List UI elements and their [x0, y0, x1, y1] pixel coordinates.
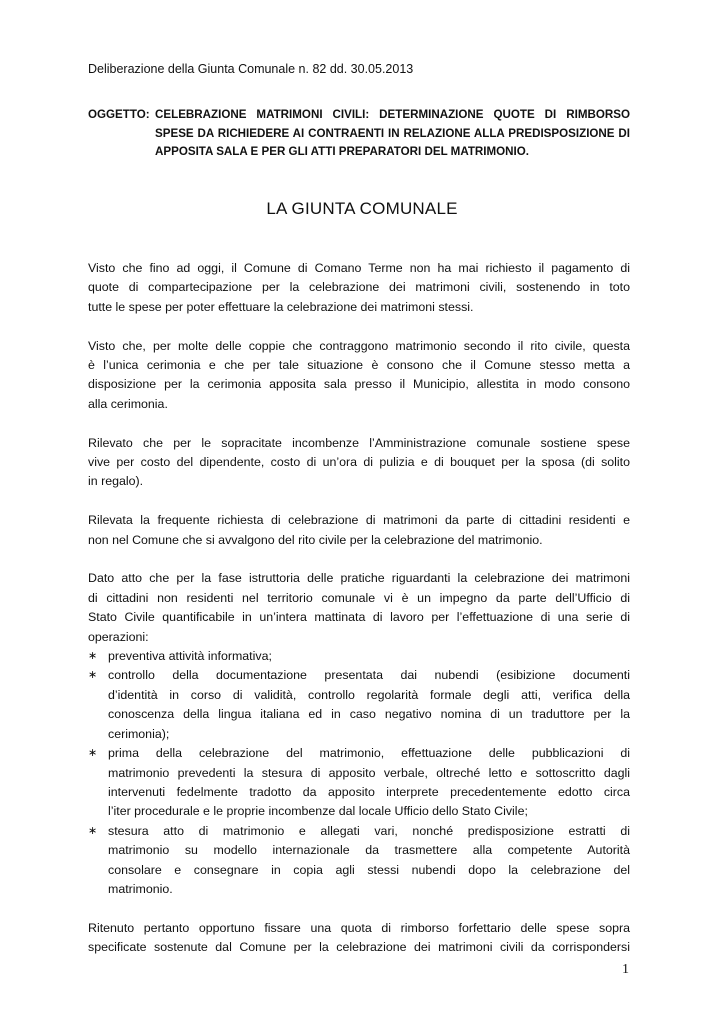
text-line: Rilevata la frequente richiesta di celebrazione di matrimoni da parte di cittadini residenti e	[88, 513, 630, 528]
text-line: matrimonio su modello internazionale da trasmettere alla competente Autorità	[108, 843, 630, 858]
asterisk-bullet-icon: ∗	[88, 747, 98, 760]
deliberation-reference: Deliberazione della Giunta Comunale n. 82 dd. 30.05.2013	[88, 62, 414, 76]
paragraph-ritenuto	[88, 919, 630, 958]
text-line: prima della celebrazione del matrimonio, effettuazione delle pubblicazioni di	[108, 746, 630, 761]
paragraph-rilevato-spese	[88, 434, 630, 492]
text-line: intervenuti fedelmente tradotto da apposito interprete precedentemente edotto circa	[108, 784, 630, 799]
text-line: stesura atto di matrimonio e allegati vari, nonché predisposizione estratti di	[108, 823, 630, 838]
paragraph-dato-atto	[88, 569, 630, 647]
document-body	[88, 259, 630, 977]
text-line: consolare e consegnare in copia agli stessi nubendi dopo la celebrazione del	[108, 862, 630, 877]
text-line: matrimonio.	[108, 881, 173, 896]
text-line: disposizione per la cerimonia apposita sala presso il Municipio, allestita in modo consono	[88, 377, 630, 392]
text-line: Dato atto che per la fase istruttoria delle pratiche riguardanti la celebrazione dei matrimoni	[88, 571, 630, 586]
subject-line: APPOSITA SALA E PER GLI ATTI PREPARATORI DEL MATRIMONIO.	[155, 145, 530, 158]
text-line: quote di compartecipazione per la celebrazione dei matrimoni civili, sostenendo in toto	[88, 280, 630, 295]
subject-line: CELEBRAZIONE MATRIMONI CIVILI: DETERMINAZIONE QUOTE DI RIMBORSO	[155, 108, 630, 121]
subject-line: SPESE DA RICHIEDERE AI CONTRAENTI IN RELAZIONE ALLA PREDISPOSIZIONE DI	[155, 126, 630, 140]
asterisk-bullet-icon: ∗	[88, 669, 98, 682]
page-number: 1	[622, 962, 629, 977]
list-item	[88, 822, 630, 900]
text-line: operazioni:	[88, 629, 149, 644]
text-line: matrimonio prevedenti la stesura di apposito verbale, oltreché letto e sottoscritto dagli	[108, 765, 630, 780]
list-item	[88, 647, 630, 666]
asterisk-bullet-icon: ∗	[88, 650, 98, 663]
subject-block	[88, 106, 630, 162]
paragraph-visto-fino	[88, 259, 630, 317]
paragraph-rilevata-richiesta	[88, 511, 630, 550]
text-line: alla cerimonia.	[88, 396, 168, 411]
paragraph-visto-coppie	[88, 337, 630, 415]
text-line: è l’unica cerimonia e che per tale situazione è consono che il Comune stesso metta a	[88, 358, 630, 373]
text-line: Stato Civile quantificabile in un’intera mattinata di lavoro per l’effettuazione di una serie di	[88, 610, 630, 625]
list-item	[88, 744, 630, 822]
text-line: di cittadini non residenti nel territorio comunale vi è un impegno da parte dell’Ufficio di	[88, 590, 630, 605]
text-line: Rilevato che per le sopracitate incombenze l’Amministrazione comunale sostiene spese	[88, 435, 630, 450]
text-line: non nel Comune che si avvalgono del rito civile per la celebrazione del matrimonio.	[88, 532, 543, 547]
subject-text	[155, 106, 630, 162]
text-line: specificate sostenute dal Comune per la celebrazione dei matrimoni civili da corrispondersi	[88, 940, 630, 955]
text-line: l’iter procedurale e le proprie incombenze dal locale Ufficio dello Stato Civile;	[108, 804, 528, 819]
text-line: Visto che fino ad oggi, il Comune di Comano Terme non ha mai richiesto il pagamento di	[88, 261, 630, 275]
document-title: LA GIUNTA COMUNALE	[266, 199, 458, 218]
text-line: controllo della documentazione presentata dai nubendi (esibizione documenti	[108, 668, 630, 683]
text-line: vive per costo del dipendente, costo di un’ora di pulizia e di bouquet per la sposa (di solito	[88, 455, 630, 470]
text-line: preventiva attività informativa;	[108, 649, 272, 664]
operations-list	[88, 647, 630, 899]
text-line: Visto che, per molte delle coppie che contraggono matrimonio secondo il rito civile, questa	[88, 338, 630, 353]
text-line: cerimonia);	[108, 726, 170, 741]
list-item	[88, 666, 630, 744]
text-line: d’identità in corso di validità, controllo regolarità formale degli atti, verifica della	[108, 687, 630, 702]
text-line: in regalo).	[88, 474, 144, 489]
text-line: conoscenza della lingua italiana ed in caso negativo nomina di un traduttore per la	[108, 707, 630, 722]
asterisk-bullet-icon: ∗	[88, 824, 98, 837]
text-line: Ritenuto pertanto opportuno fissare una quota di rimborso forfettario delle spese sopra	[88, 920, 630, 935]
subject-label: OGGETTO:	[88, 108, 150, 121]
text-line: tutte le spese per poter effettuare la celebrazione dei matrimoni stessi.	[88, 299, 474, 314]
